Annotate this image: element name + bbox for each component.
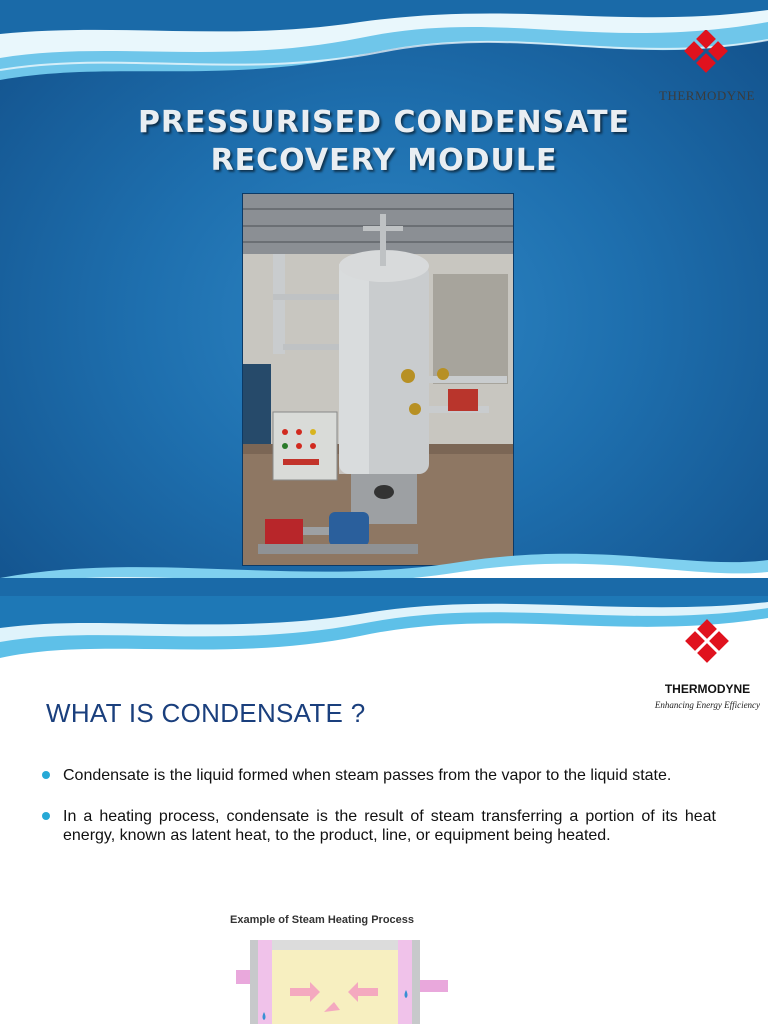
bullet-dot-icon (42, 812, 50, 820)
thermodyne-logo (652, 30, 762, 105)
bullet-item (40, 766, 716, 785)
bottom-wave-decoration (0, 540, 768, 578)
thermodyne-logo-2 (650, 614, 765, 724)
steam-vessel-illustration (228, 930, 448, 1024)
diagram-caption: Example of Steam Heating Process (230, 914, 415, 926)
slide-title-line-1: PRESSURISED CONDENSATE (137, 105, 631, 140)
equipment-photo (242, 193, 514, 566)
bullet-text: Condensate is the liquid formed when steam passes from the vapor to the liquid state. (63, 767, 672, 784)
bullet-dot-icon (42, 771, 50, 779)
slide-2 (0, 578, 768, 1024)
section-heading: WHAT IS CONDENSATE ? (46, 698, 366, 728)
bullet-list (40, 766, 716, 867)
brand-name: THERMODYNE (659, 88, 755, 103)
brand-name-2: THERMODYNE (664, 682, 751, 696)
bullet-text: In a heating process, condensate is the result of steam transferring a portion of its heat energy, known as latent heat, to the product, line, or equipment being heated. (63, 808, 716, 844)
diamond-logo-icon (650, 614, 765, 680)
slide-title-line-2: RECOVERY MODULE (210, 143, 558, 178)
steam-heating-diagram (228, 910, 448, 1024)
slide-title (0, 104, 768, 180)
bullet-item (40, 807, 716, 845)
brand-tagline: Enhancing Energy Efficiency (654, 700, 761, 710)
diamond-logo-icon (652, 30, 762, 88)
